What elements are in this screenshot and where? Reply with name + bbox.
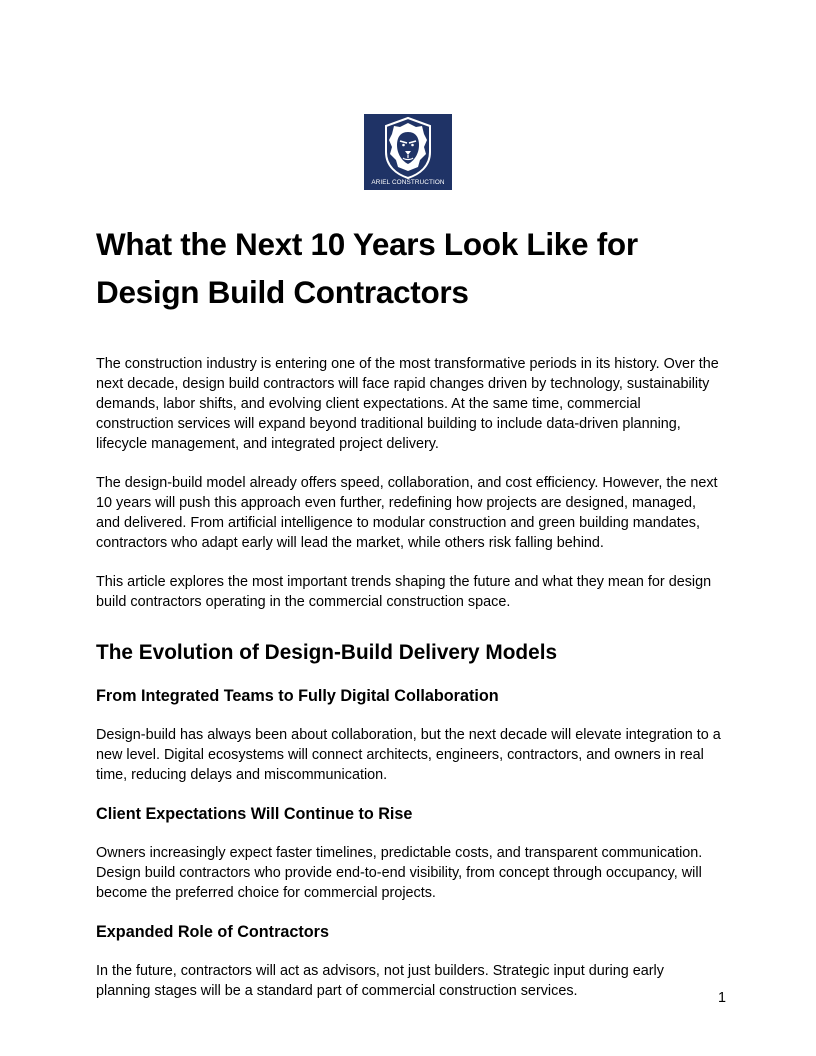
subsection-paragraph: In the future, contractors will act as advisors, not just builders. Strategic input during early planning stages will be a standard part of commercial construction services. [96, 963, 664, 999]
subsection-paragraph: Owners increasingly expect faster timelines, predictable costs, and transparent communication. Design build contractors who provide end-to-end visibility, from concept through occupancy, will become the preferred choice for commercial projects. [96, 845, 703, 901]
subsection-heading: From Integrated Teams to Fully Digital Collaboration [96, 687, 499, 705]
subsection-paragraph: Design-build has always been about collaboration, but the next decade will elevate integration to a new level. Digital ecosystems will connect architects, engineers, contractors, and owners in real time, reducing delays and miscommunication. [96, 727, 721, 783]
logo-text: ARIEL CONSTRUCTION [371, 179, 445, 186]
subsection-heading: Expanded Role of Contractors [96, 923, 329, 941]
intro-paragraph: The design-build model already offers speed, collaboration, and cost efficiency. However, the next 10 years will push this approach even further, redefining how projects are designed, managed, and delivered. From artificial intelligence to modular construction and green building mandates, contractors who adapt early will lead the market, while others risk falling behind. [96, 475, 718, 551]
intro-paragraph: The construction industry is entering one of the most transformative periods in its history. Over the next decade, design build contractors will face rapid changes driven by technology, sustainability demands, labor shifts, and evolving client expectations. At the same time, commercial construction services will expand beyond traditional building to include data-driven planning, lifecycle management, and integrated project delivery. [96, 356, 719, 452]
section-heading: The Evolution of Design-Build Delivery Models [96, 641, 558, 664]
article-title: What the Next 10 Years Look Like for Design Build Contractors [96, 226, 638, 310]
page-number: 1 [717, 990, 726, 1006]
subsection-heading: Client Expectations Will Continue to Rise [96, 805, 413, 823]
intro-paragraph: This article explores the most important trends shaping the future and what they mean for design build contractors operating in the commercial construction space. [96, 574, 712, 610]
company-logo [364, 114, 452, 190]
article-body [96, 220, 722, 1001]
